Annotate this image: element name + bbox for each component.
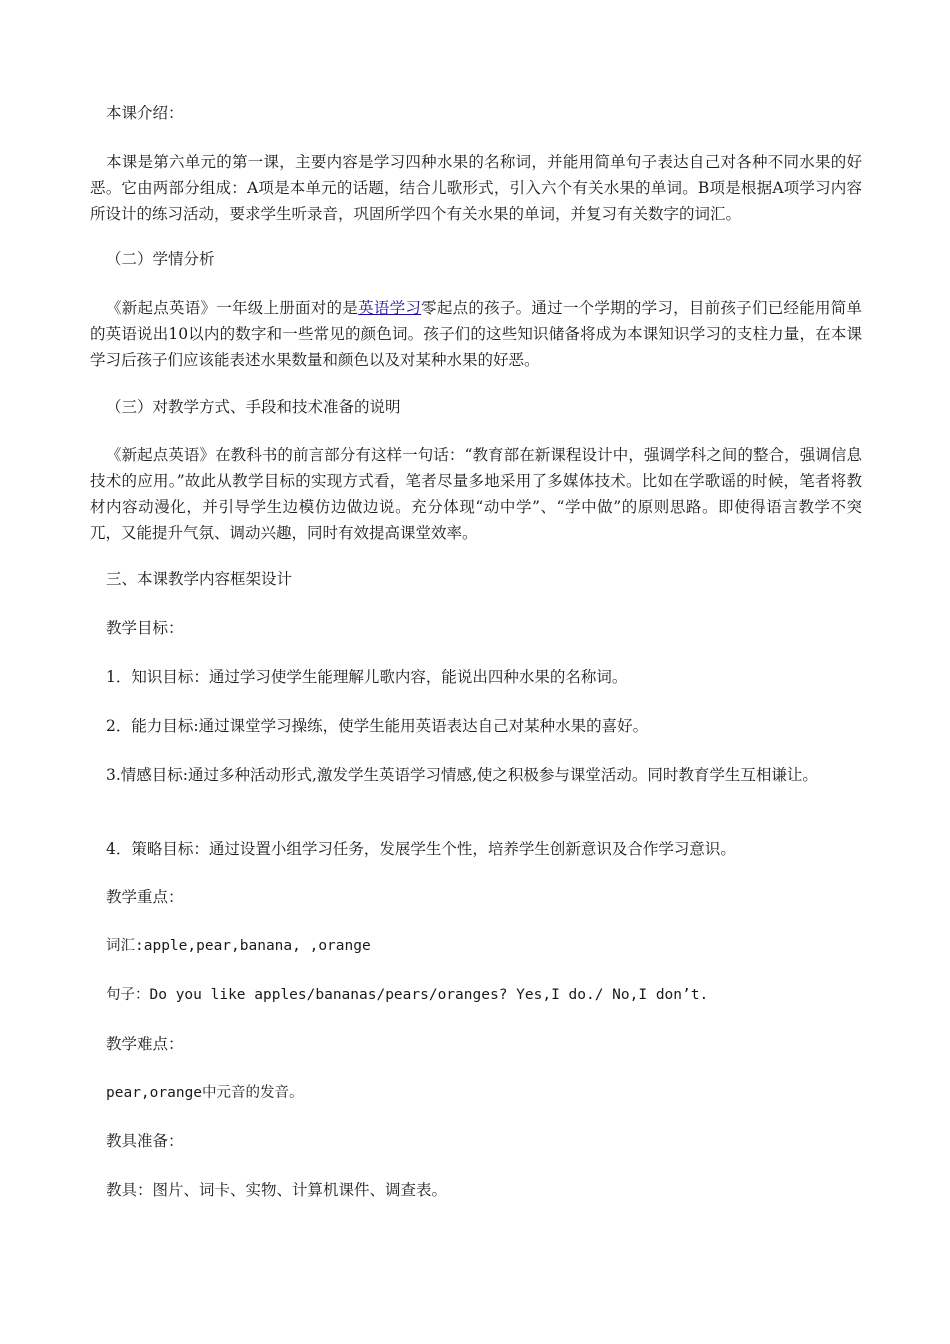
- goal-2: 2．能力目标:通过课堂学习操练，使学生能用英语表达自己对某种水果的喜好。: [106, 717, 649, 735]
- section-2-text-after-link: 零起点的孩子。通过一个学期的学习，目前孩子们已经能用简单的英语说出10以内的数字和一些常见的颜色词。孩子们的这些知识储备将成为本课知识学习的支柱力量，在本课学习后孩子们应该能表述水果数量和颜色以及对某种水果的好恶。: [90, 299, 862, 369]
- difficulty-title: 教学难点：: [106, 1035, 184, 1053]
- key-points-title: 教学重点：: [106, 888, 184, 906]
- vocabulary-line: 词汇:apple,pear,banana, ,orange: [106, 938, 371, 954]
- english-learning-link[interactable]: 英语学习: [358, 299, 422, 317]
- goal-1: 1．知识目标：通过学习使学生能理解儿歌内容，能说出四种水果的名称词。: [106, 668, 628, 686]
- section-2-paragraph: [90, 295, 862, 373]
- part-3-title: 三、本课教学内容框架设计: [106, 570, 293, 588]
- section-2-text-before-link: 《新起点英语》一年级上册面对的是: [106, 299, 359, 317]
- goal-4: 4．策略目标：通过设置小组学习任务，发展学生个性，培养学生创新意识及合作学习意识。: [106, 840, 736, 858]
- intro-title: 本课介绍：: [106, 104, 184, 122]
- section-3-title: （三）对教学方式、手段和技术准备的说明: [106, 398, 401, 416]
- section-2-title: （二）学情分析: [106, 250, 215, 268]
- sentence-line: 句子：Do you like apples/bananas/pears/oranges? Yes,I do./ No,I don’t.: [106, 987, 709, 1003]
- teaching-goals-title: 教学目标：: [106, 619, 184, 637]
- teaching-aids-line: 教具：图片、词卡、实物、计算机课件、调查表。: [106, 1181, 448, 1199]
- difficulty-line: pear,orange中元音的发音。: [106, 1085, 304, 1101]
- section-3-paragraph: 《新起点英语》在教科书的前言部分有这样一句话：“教育部在新课程设计中，强调学科之间的整合，强调信息技术的应用。”故此从教学目标的实现方式看，笔者尽量多地采用了多媒体技术。比如在学歌谣的时候，笔者将教材内容动漫化，并引导学生边模仿边做边说。充分体现“动中学”、“学中做”的原则思路。即使得语言教学不突兀，又能提升气氛、调动兴趣，同时有效提高课堂效率。: [90, 446, 862, 542]
- teaching-aids-title: 教具准备：: [106, 1132, 184, 1150]
- intro-paragraph: 本课是第六单元的第一课，主要内容是学习四种水果的名称词，并能用简单句子表达自己对各种不同水果的好恶。它由两部分组成：A项是本单元的话题，结合儿歌形式，引入六个有关水果的单词。B项是根据A项学习内容所设计的练习活动，要求学生听录音，巩固所学四个有关水果的单词，并复习有关数字的词汇。: [90, 153, 862, 223]
- goal-3: 3.情感目标:通过多种活动形式,激发学生英语学习情感,使之积极参与课堂活动。同时教育学生互相谦让。: [106, 766, 818, 784]
